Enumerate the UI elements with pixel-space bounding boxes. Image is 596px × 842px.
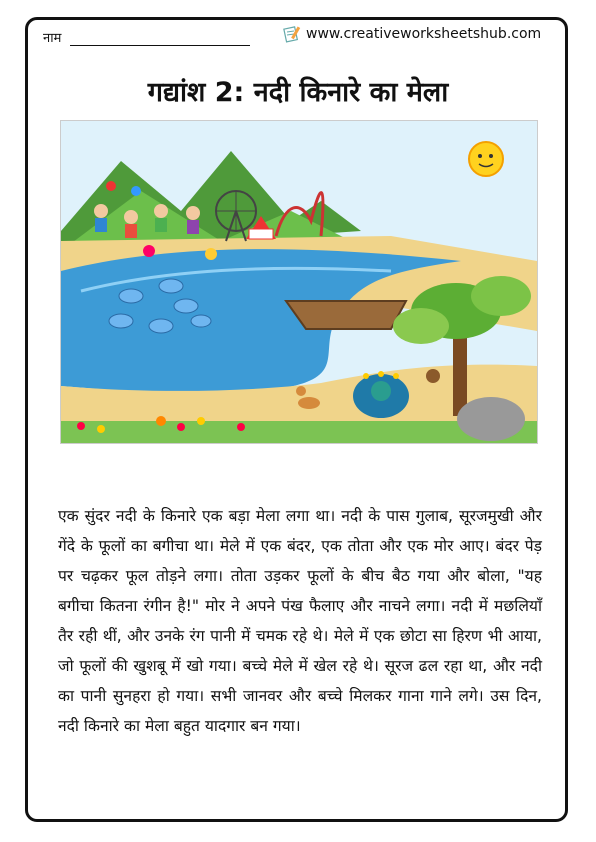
- passage-text: [58, 501, 542, 741]
- page-title: गद्यांश 2: नदी किनारे का मेला: [147, 77, 449, 108]
- riverside-fair-illustration: [60, 120, 538, 444]
- name-field: [43, 28, 250, 46]
- name-blank-line[interactable]: [70, 31, 250, 46]
- name-label: नाम: [43, 31, 62, 46]
- passage-paragraph: एक सुंदर नदी के किनारे एक बड़ा मेला लगा था। नदी के पास गुलाब, सूरजमुखी और गेंदे के फूलों का बगीचा था। मेले में एक बंदर, एक तोता और एक मोर आए। बंदर पेड़ पर चढ़कर फूल तोड़ने लगा। तोता उड़कर फूलों के बीच बैठ गया और बोला, "यह बगीचा कितना रंगीन है!" मोर ने अपने पंख फैलाए और नाचने लगा। नदी में मछलियाँ तैर रही थीं, और उनके रंग पानी में चमक रहे थे। मेले में एक छोटा सा हिरण भी आया, जो फूलों की खुशबू में खो गया। बच्चे मेले में खेल रहे थे। सूरज ढल रहा था, और नदी का पानी सुनहरा हो गया। सभी जानवर और बच्चे मिलकर गाना गाने लगे। उस दिन, नदी किनारे का मेला बहुत यादगार बन गया।: [58, 507, 542, 735]
- website-url: www.creativeworksheetshub.com: [306, 26, 542, 42]
- pencil-paper-icon: [282, 24, 302, 44]
- website-credit: [282, 24, 541, 44]
